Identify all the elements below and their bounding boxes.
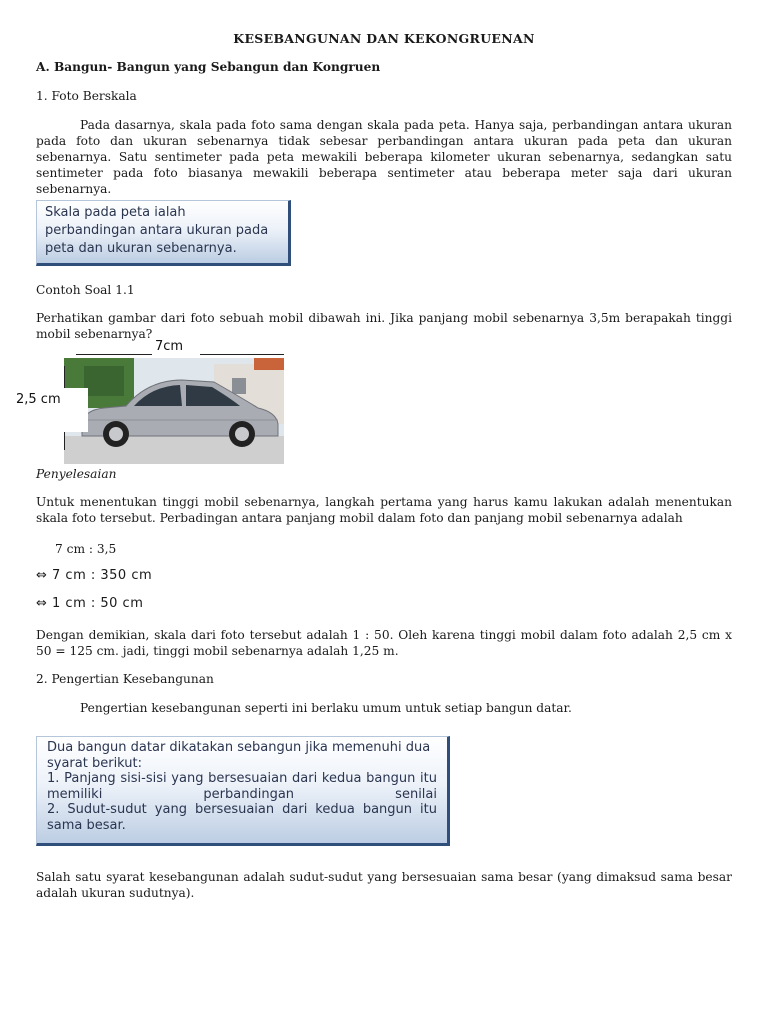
equation-2: ⇔ 7 cm : 350 cm [36, 568, 153, 583]
car-photo-image [64, 358, 284, 464]
height-dimension-line-top [64, 366, 65, 388]
equation-3: ⇔ 1 cm : 50 cm [36, 596, 144, 611]
conclusion-paragraph: Dengan demikian, skala dari foto tersebut adalah 1 : 50. Oleh karena tinggi mobil dalam foto adalah 2,5 cm x 50 = 125 cm. jadi, tinggi mobil sebenarnya adalah 1,25 m. [36, 628, 732, 658]
roof-tile [254, 358, 284, 370]
solution-paragraph: Untuk menentukan tinggi mobil sebenarnya, langkah pertama yang harus kamu lakukan adalah menentukan skala foto tersebut. Perbadingan antara panjang mobil dalam foto dan panjang mobil sebenarnya adalah [36, 495, 732, 525]
definition-intro: Dua bangun datar dikatakan sebangun jika memenuhi dua syarat berikut: [47, 740, 431, 771]
car-rim-front [235, 427, 249, 441]
document-title: KESEBANGUNAN DAN KEKONGRUENAN [233, 31, 535, 46]
closing-paragraph: Salah satu syarat kesebangunan adalah sudut-sudut yang bersesuaian sama besar (yang dimaksud sama besar adalah ukuran sudutnya). [36, 870, 732, 900]
definition-condition-1: 1. Panjang sisi-sisi yang bersesuaian dari kedua bangun itu memiliki perbandingan senilai [47, 771, 437, 802]
definition-condition-2: 2. Sudut-sudut yang bersesuaian dari kedua bangun itu sama besar. [47, 802, 437, 833]
car-photo [64, 358, 284, 464]
section-heading-a: A. Bangun- Bangun yang Sebangun dan Kongruen [36, 60, 381, 74]
definition-box-sebangun [36, 736, 450, 846]
paragraph-skala-foto: Pada dasarnya, skala pada foto sama dengan skala pada peta. Hanya saja, perbandingan antara ukuran pada foto dan ukuran sebenarnya tidak sebesar perbandingan antara ukuran pada peta dan ukuran sebenarnya. Satu sentimeter pada peta mewakili beberapa kilometer ukuran sebenarnya, sedangkan satu sentimeter pada foto biasanya mewakili beberapa sentimeter atau beberapa meter saja dari ukuran sebenarnya. [36, 118, 732, 196]
height-dimension-line-bottom [64, 432, 65, 450]
width-label: 7cm [155, 339, 184, 354]
subheading-foto-berskala: 1. Foto Berskala [36, 89, 137, 103]
solution-label: Penyelesaian [36, 467, 117, 481]
paragraph-kesebangunan: Pengertian kesebangunan seperti ini berlaku umum untuk setiap bangun datar. [80, 701, 572, 715]
example-title: Contoh Soal 1.1 [36, 283, 135, 297]
car-rim-rear [109, 427, 123, 441]
example-question: Perhatikan gambar dari foto sebuah mobil dibawah ini. Jika panjang mobil sebenarnya 3,5m berapakah tinggi mobil sebenarnya? [36, 311, 732, 341]
width-dimension-line-right [200, 354, 284, 355]
window [232, 378, 246, 394]
equation-1: 7 cm : 3,5 [55, 542, 117, 556]
width-dimension-line-left [76, 354, 152, 355]
foliage-shade [84, 366, 124, 396]
definition-box-skala: Skala pada peta ialah perbandingan antara ukuran pada peta dan ukuran sebenarnya. [36, 200, 291, 266]
height-label: 2,5 cm [16, 392, 61, 407]
subheading-kesebangunan: 2. Pengertian Kesebangunan [36, 672, 214, 686]
